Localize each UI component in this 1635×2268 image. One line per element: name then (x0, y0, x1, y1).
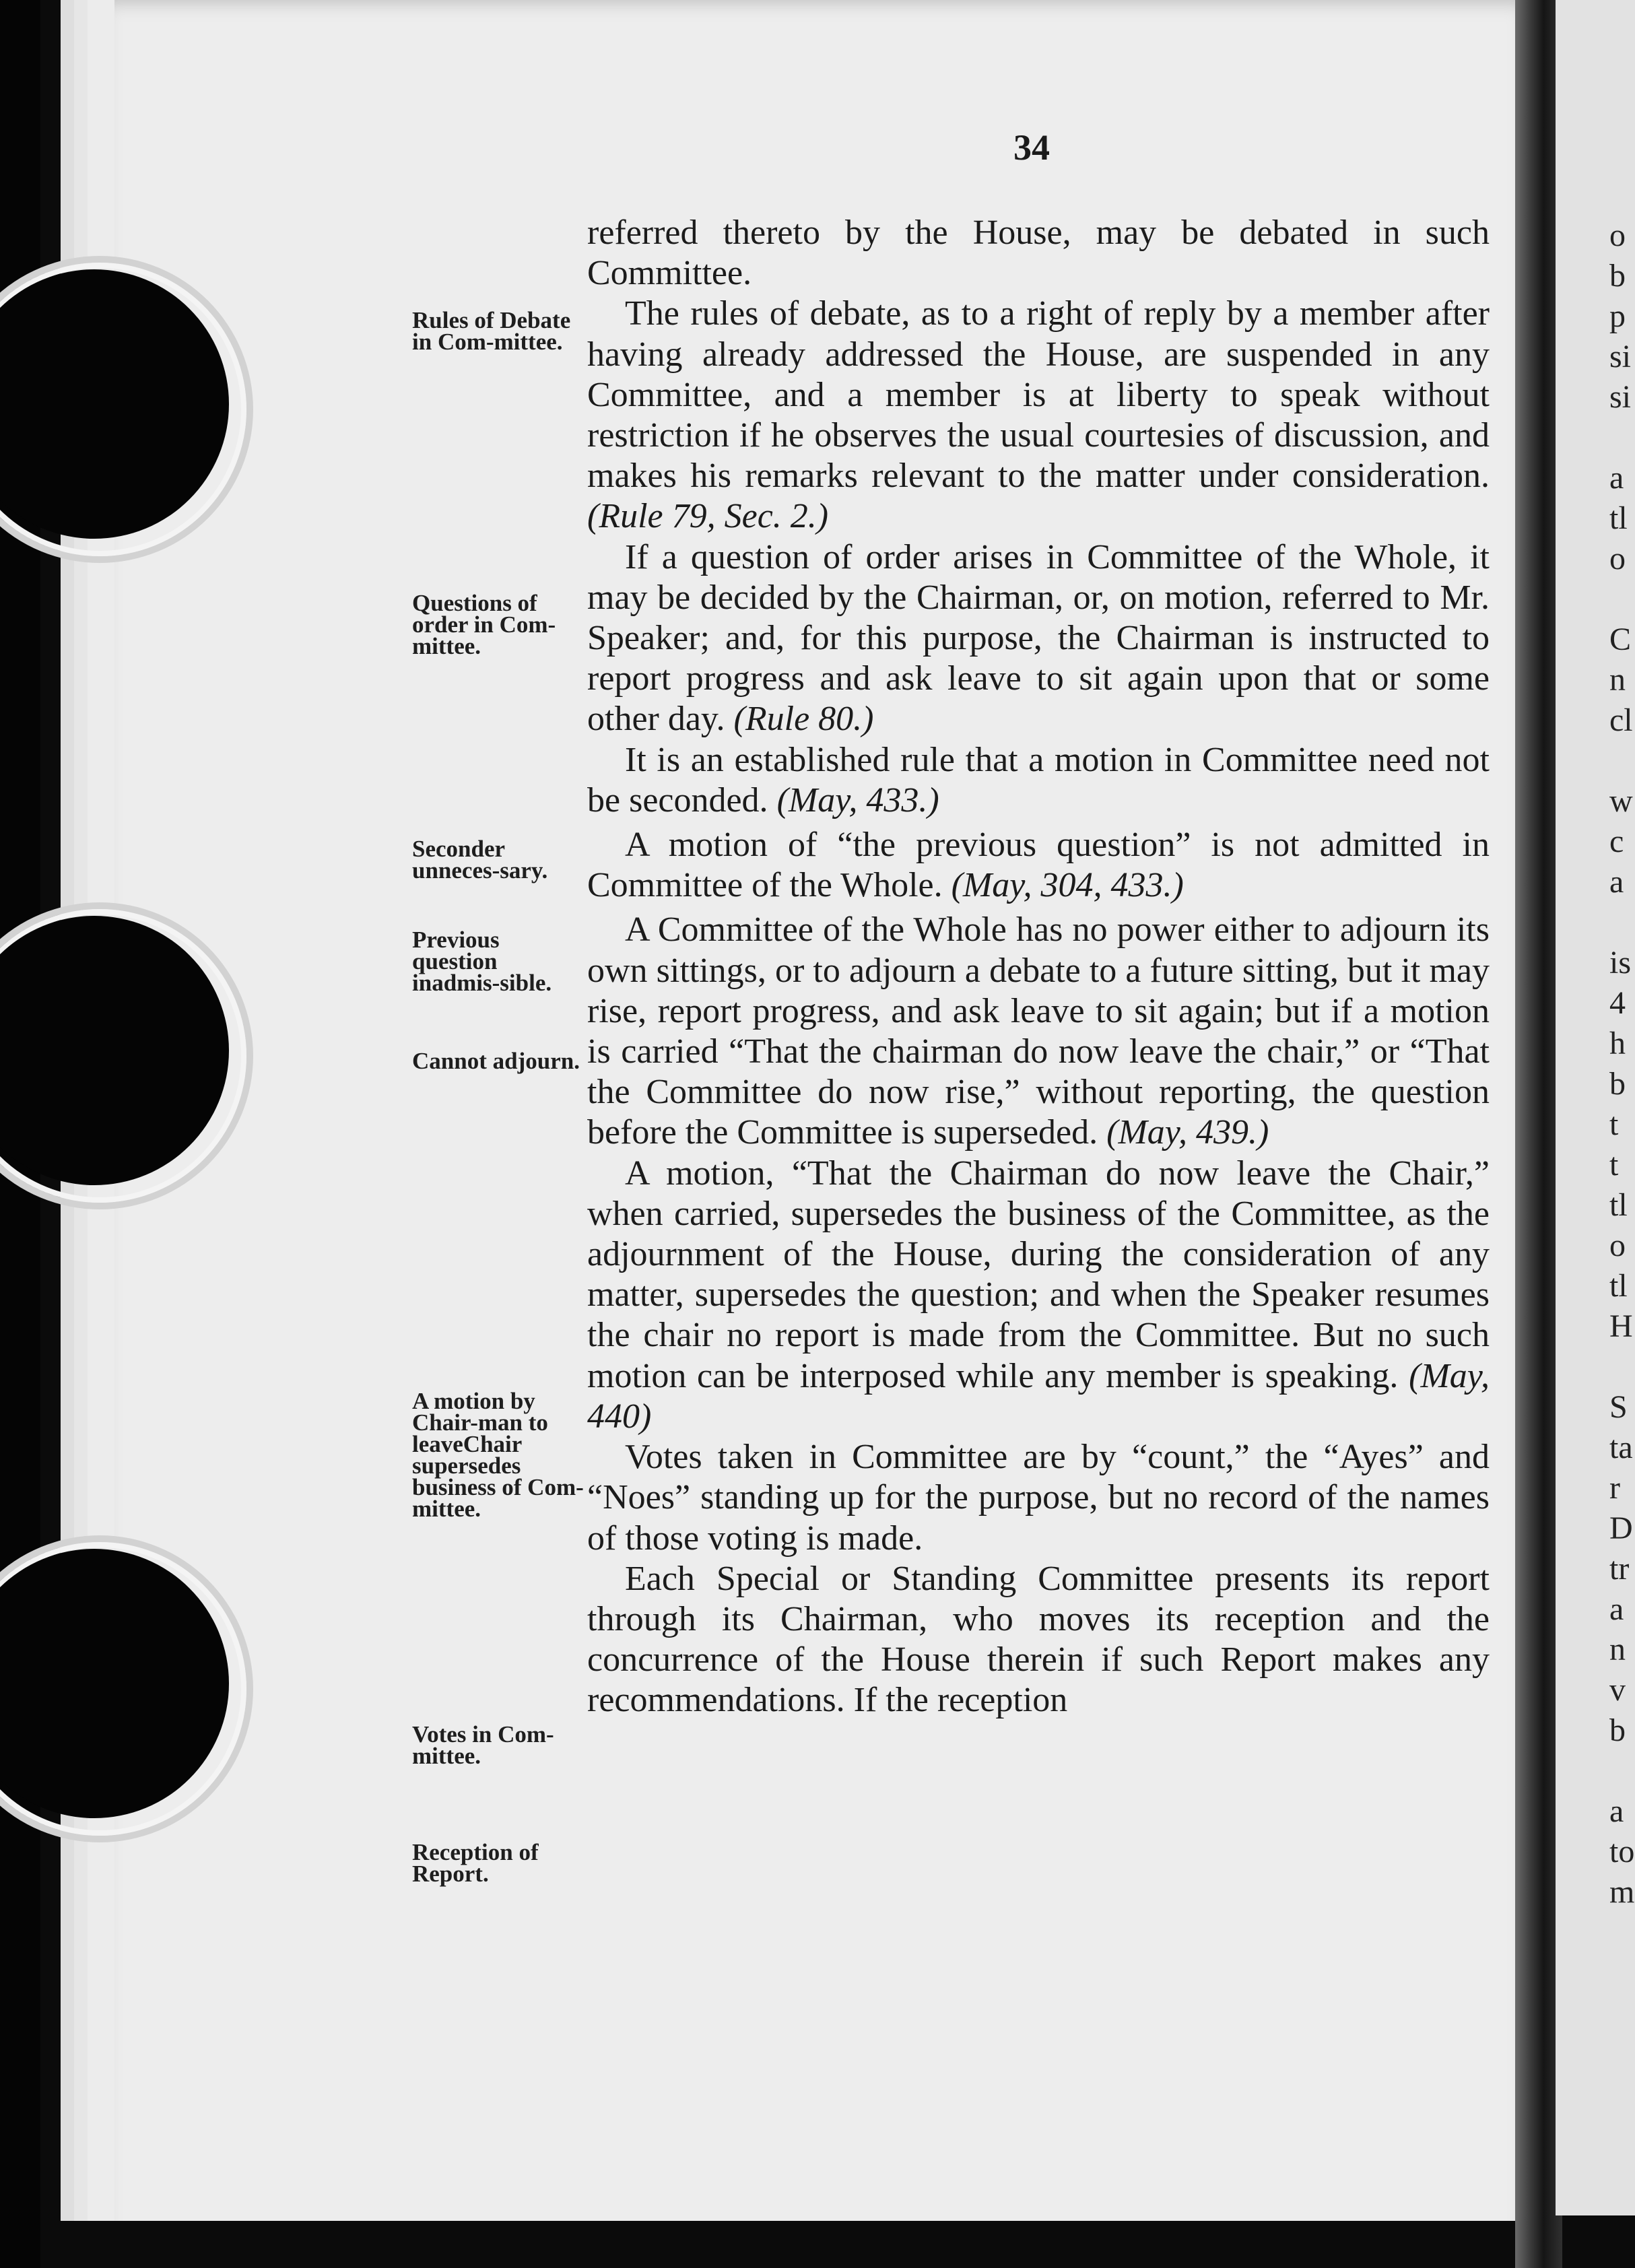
paragraph: Votes taken in Committee are by “count,” the “Ayes” and “Noes” standing up for the purpose, but no record of the names of those voting is made. (587, 1438, 1490, 1558)
margin-note-seconder: Seconder unneces-sary. (412, 836, 548, 883)
paragraph: The rules of debate, as to a right of reply by a member after having already addressed the House, are suspended in any Committee, and a member is at liberty to speak without restriction if he observes the usual courtesies of discussion, and makes his remarks relevant to the matter under consideration. (Rule 79, Sec. 2.) (587, 294, 1490, 536)
margin-note-questions-of-order: Questions of order in Com-mittee. (412, 590, 556, 659)
citation: (May, 440) (587, 1356, 1490, 1436)
citation: (May, 439.) (1106, 1113, 1269, 1152)
margin-note-cannot-adjourn: Cannot adjourn. (412, 1048, 580, 1074)
margin-note-rules-of-debate: Rules of Debate in Com-mittee. (412, 307, 571, 355)
body-text (587, 213, 1490, 1721)
scan-bottom-edge (61, 2221, 1542, 2268)
paragraph: referred thereto by the House, may be debated in such Committee. (587, 213, 1490, 293)
margin-note-previous-question: Previous question inadmis-sible. (412, 927, 552, 996)
paragraph: A Committee of the Whole has no power either to adjourn its own sittings, or to adjourn a debate to a future sitting, but it may rise, report progress, and ask leave to sit again; but if a motion is carried “That the chairman do now leave the chair,” or “That the Committee do now rise,” without reporting, the question before the Committee is superseded. (May, 439.) (587, 910, 1490, 1152)
paragraph: A motion, “That the Chairman do now leave the Chair,” when carried, supersedes the business of the Committee, as the adjournment of the House, during the consideration of any matter, supersedes the question; and when the Speaker resumes the chair no report is made from the Committee. But no such motion can be interposed while any member is speaking. (May, 440) (587, 1154, 1490, 1436)
page-number: 34 (1013, 127, 1050, 168)
margin-note-reception: Reception of Report. (412, 1839, 539, 1887)
paragraph: Each Special or Standing Committee presents its report through its Chairman, who moves its reception and the concurrence of the House therein if such Report makes any recommendations. If the reception (587, 1559, 1490, 1720)
paragraph: It is an established rule that a motion in Committee need not be seconded. (May, 433.) (587, 740, 1490, 820)
facing-page-text: o b p si si a tl o C n cl w c a is 4 h b t t tl o tl H S ta r D tr a n v b a to m (1609, 218, 1635, 1910)
paragraph: If a question of order arises in Committee of the Whole, it may be decided by the Chairman, or, on motion, referred to Mr. Speaker; and, for this purpose, the Chairman is instructed to report progress and ask leave to sit again upon that or some other day. (Rule 80.) (587, 537, 1490, 739)
citation: (May, 304, 433.) (951, 866, 1184, 905)
citation: (Rule 79, Sec. 2.) (587, 497, 829, 536)
margin-note-votes: Votes in Com-mittee. (412, 1721, 554, 1769)
citation: (Rule 80.) (733, 700, 874, 739)
paragraph: A motion of “the previous question” is not admitted in Committee of the Whole. (May, 304, 433.) (587, 826, 1490, 905)
citation: (May, 433.) (776, 780, 939, 820)
margin-note-motion-chairman: A motion by Chair-man to leaveChair supersedes business of Com-mittee. (412, 1388, 584, 1522)
